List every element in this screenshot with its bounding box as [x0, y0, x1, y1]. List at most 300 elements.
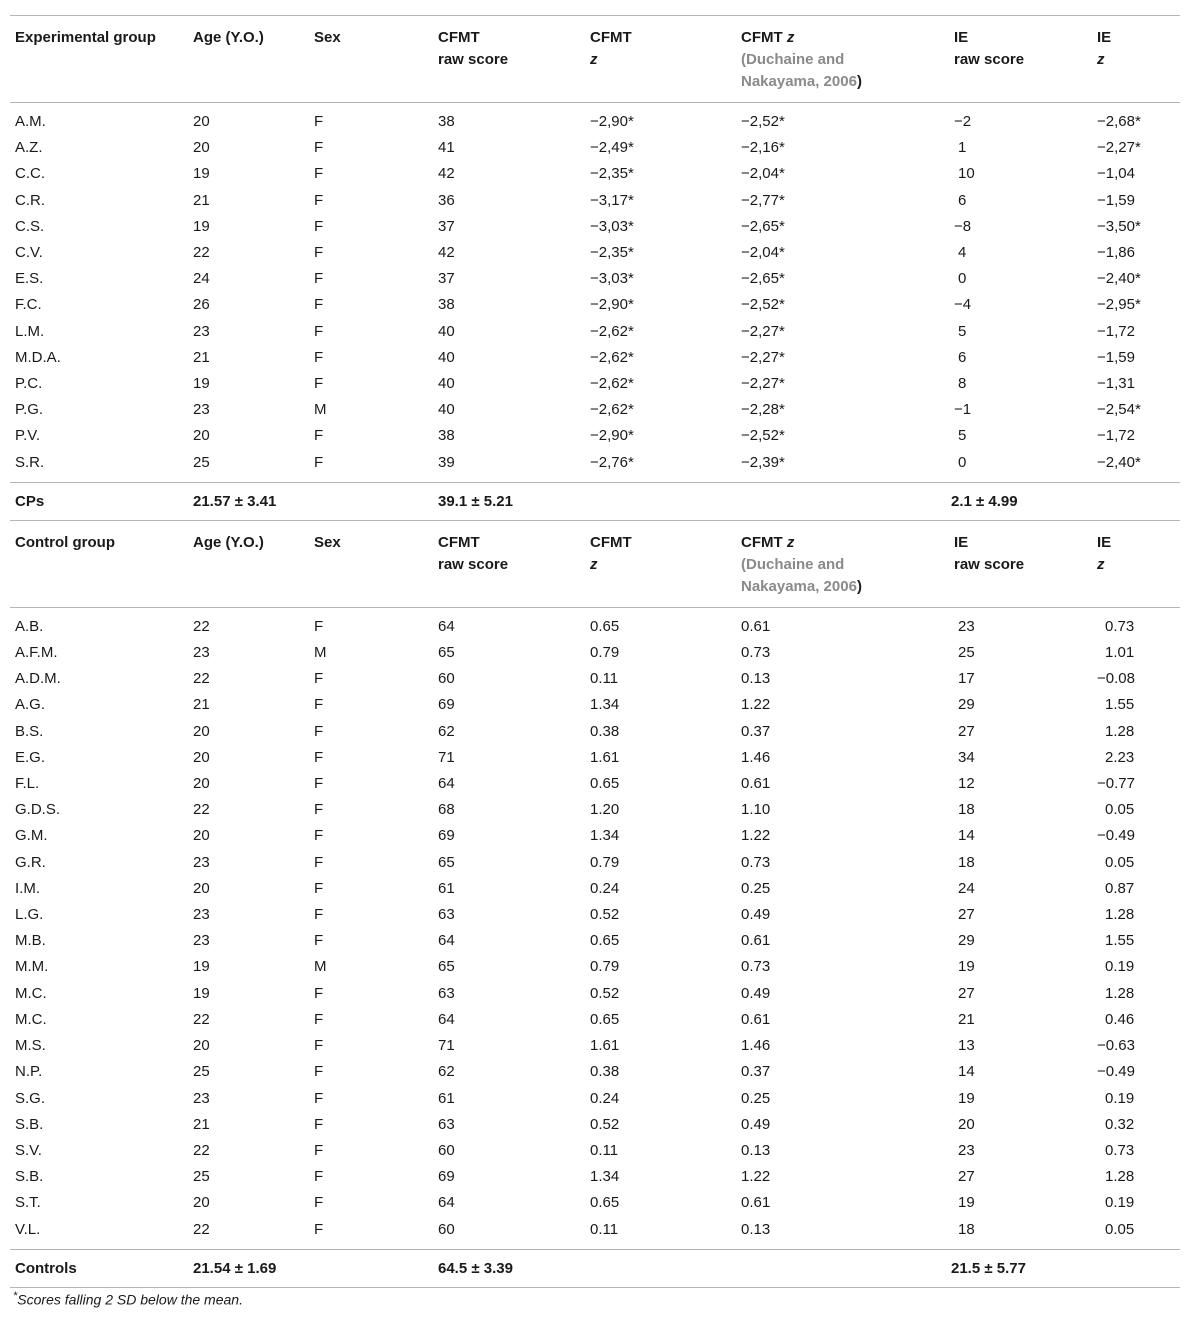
cell-sex: F — [314, 1141, 324, 1159]
cell-ie-raw: 5 — [958, 322, 967, 340]
cell-cfmt-raw: 37 — [438, 270, 455, 288]
cell-ie-raw: 14 — [958, 827, 975, 845]
cell-initials: E.G. — [15, 748, 46, 766]
header-text: z — [590, 51, 598, 68]
cell-cfmt-z-dn: −2,77* — [741, 191, 785, 209]
table-row — [10, 981, 1180, 1007]
cell-sex: F — [314, 879, 324, 897]
cell-sex: F — [314, 984, 324, 1002]
cell-ie-z: −0.77 — [1097, 775, 1135, 793]
cell-ie-raw: 10 — [958, 165, 975, 183]
cell-age: 20 — [193, 827, 210, 845]
cell-sex: F — [314, 113, 324, 130]
cell-sex: M — [314, 644, 327, 662]
cell-age: 22 — [193, 670, 210, 688]
cell-sex: F — [314, 270, 324, 288]
cell-ie-z: −1,04 — [1097, 165, 1135, 183]
cell-ie-z: −2,68* — [1097, 113, 1141, 130]
cell-cfmt-z-dn: 0.49 — [741, 906, 771, 924]
cell-sex: F — [314, 1037, 324, 1055]
cell-cfmt-z: 0.79 — [590, 644, 620, 662]
cell-ie-raw: 17 — [958, 670, 975, 688]
cell-ie-z: 0.87 — [1105, 879, 1135, 897]
cell-ie-raw: 23 — [958, 1141, 975, 1159]
cell-sex: F — [314, 801, 324, 819]
cell-ie-raw: 19 — [958, 958, 975, 976]
cell-cfmt-raw: 61 — [438, 879, 455, 897]
header-text: CFMT — [590, 533, 632, 551]
cell-ie-z: 0.05 — [1105, 853, 1135, 871]
cell-ie-z: 0.05 — [1105, 1220, 1135, 1238]
cell-cfmt-z: −3,17* — [590, 191, 634, 209]
cell-ie-raw: 6 — [958, 348, 967, 366]
header-ie-raw — [946, 520, 1097, 607]
table-row — [10, 607, 1180, 640]
cell-cfmt-z-dn: 0.37 — [741, 722, 771, 740]
cell-age: 23 — [193, 1089, 210, 1107]
cell-cfmt-z-dn: 1.22 — [741, 696, 771, 714]
cell-ie-z: −2,40* — [1097, 453, 1141, 471]
cell-cfmt-raw: 60 — [438, 1141, 455, 1159]
cell-cfmt-z-dn: 0.13 — [741, 1220, 771, 1238]
cell-initials: S.B. — [15, 1115, 44, 1133]
cell-cfmt-z: −2,35* — [590, 165, 634, 183]
cell-ie-z: −1,59 — [1097, 348, 1135, 366]
cell-cfmt-z-dn: −2,04* — [741, 165, 785, 183]
cell-age: 20 — [193, 113, 210, 130]
table-row — [10, 692, 1180, 718]
header-text: CFMT — [438, 533, 480, 551]
cell-age: 23 — [193, 401, 210, 419]
cell-age: 22 — [193, 1141, 210, 1159]
cell-age: 25 — [193, 1168, 210, 1186]
cell-age: 19 — [193, 375, 210, 393]
cell-initials: S.G. — [15, 1089, 46, 1107]
table-row — [10, 1086, 1180, 1112]
cell-cfmt-z-dn: 0.25 — [741, 879, 771, 897]
table-row — [10, 1059, 1180, 1085]
cell-cfmt-z: 1.34 — [590, 827, 620, 845]
cell-cfmt-z: 0.11 — [590, 670, 619, 688]
cell-ie-z: −1,72 — [1097, 322, 1135, 340]
table-row — [10, 1033, 1180, 1059]
cell-cfmt-raw: 63 — [438, 1115, 455, 1133]
cell-cfmt-raw: 62 — [438, 1063, 455, 1081]
cell-cfmt-z: 1.61 — [590, 1037, 620, 1055]
cell-cfmt-raw: 64 — [438, 617, 455, 635]
cell-ie-z: 0.73 — [1105, 1141, 1135, 1159]
cell-cfmt-z: 0.52 — [590, 906, 620, 924]
cell-ie-raw: 13 — [958, 1037, 975, 1055]
table-row — [10, 902, 1180, 928]
cell-cfmt-z: 0.11 — [590, 1220, 619, 1238]
header-cfmt-raw — [433, 520, 585, 607]
cell-ie-raw: 19 — [958, 1194, 975, 1212]
cell-initials: V.L. — [15, 1220, 41, 1238]
cell-initials: A.D.M. — [15, 670, 61, 688]
cell-ie-z: −2,95* — [1097, 296, 1141, 314]
cell-cfmt-raw: 64 — [438, 1194, 455, 1212]
table-row — [10, 345, 1180, 371]
cell-cfmt-z: 0.11 — [590, 1141, 619, 1159]
cell-initials: M.D.A. — [15, 348, 61, 366]
cell-cfmt-z-dn: −2,39* — [741, 453, 785, 471]
cell-age: 20 — [193, 775, 210, 793]
cell-cfmt-raw: 42 — [438, 165, 455, 183]
summary-cfmt: 64.5 ± 3.39 — [433, 1249, 946, 1287]
header-text: ) — [856, 73, 862, 90]
cell-cfmt-raw: 64 — [438, 932, 455, 950]
cell-age: 21 — [193, 696, 210, 714]
cell-cfmt-z-dn: −2,52* — [741, 296, 785, 314]
cell-ie-z: −2,27* — [1097, 139, 1141, 157]
cell-ie-raw: 23 — [958, 617, 975, 635]
cell-cfmt-z-dn: 1.46 — [741, 1037, 771, 1055]
cell-cfmt-z: 0.38 — [590, 722, 620, 740]
cell-sex: F — [314, 217, 324, 235]
table-row — [10, 292, 1180, 318]
cell-cfmt-z-dn: 0.13 — [741, 670, 771, 688]
cell-initials: P.C. — [15, 375, 43, 393]
cell-age: 24 — [193, 270, 210, 288]
cell-ie-z: 0.32 — [1105, 1115, 1135, 1133]
table-row — [10, 1007, 1180, 1033]
cell-age: 20 — [193, 427, 210, 445]
table-row — [10, 319, 1180, 345]
cell-initials: L.G. — [15, 906, 44, 924]
citation-link[interactable]: Nakayama, 2006 — [741, 73, 857, 90]
table-row — [10, 1138, 1180, 1164]
cell-ie-z: 1.28 — [1105, 984, 1135, 1002]
cell-cfmt-z-dn: 0.73 — [741, 644, 771, 662]
cell-ie-raw: 34 — [958, 748, 975, 766]
cell-sex: F — [314, 1063, 324, 1081]
cell-cfmt-z: 1.61 — [590, 748, 620, 766]
citation-link[interactable]: Nakayama, 2006 — [741, 577, 857, 595]
cell-cfmt-z: 0.65 — [590, 1010, 620, 1028]
cell-sex: F — [314, 139, 324, 157]
summary-cfmt: 39.1 ± 5.21 — [433, 482, 946, 520]
cell-initials: P.G. — [15, 401, 44, 419]
cell-cfmt-raw: 64 — [438, 775, 455, 793]
cell-cfmt-raw: 41 — [438, 139, 455, 157]
cell-initials: B.S. — [15, 722, 44, 740]
cell-sex: F — [314, 853, 324, 871]
cell-age: 21 — [193, 1115, 210, 1133]
header-text: IE — [954, 29, 969, 46]
cell-cfmt-z: −2,35* — [590, 244, 634, 262]
citation-link[interactable]: (Duchaine and — [741, 555, 845, 573]
cell-ie-z: 0.19 — [1105, 1089, 1135, 1107]
cell-cfmt-raw: 38 — [438, 296, 455, 314]
cell-cfmt-z-dn: 0.37 — [741, 1063, 771, 1081]
cell-cfmt-raw: 62 — [438, 722, 455, 740]
cell-cfmt-z-dn: 0.49 — [741, 984, 771, 1002]
cell-age: 26 — [193, 296, 210, 314]
cell-cfmt-z: −3,03* — [590, 217, 634, 235]
cell-cfmt-z-dn: 0.73 — [741, 958, 771, 976]
cell-ie-raw: 27 — [958, 984, 975, 1002]
cell-cfmt-z: 0.38 — [590, 1063, 620, 1081]
table-row — [10, 397, 1180, 423]
cell-age: 20 — [193, 879, 210, 897]
cell-cfmt-raw: 65 — [438, 644, 455, 662]
summary-ie: 2.1 ± 4.99 — [946, 482, 1180, 520]
table-row — [10, 1112, 1180, 1138]
table-row — [10, 371, 1180, 397]
header-text: z — [1097, 555, 1105, 573]
cell-ie-raw: 5 — [958, 427, 967, 445]
cell-cfmt-z-dn: 0.61 — [741, 1194, 771, 1212]
cell-cfmt-z: 0.65 — [590, 617, 620, 635]
cell-ie-z: −3,50* — [1097, 217, 1141, 235]
cell-initials: F.L. — [15, 775, 40, 793]
cell-ie-z: −0.08 — [1097, 670, 1135, 688]
cell-sex: F — [314, 191, 324, 209]
summary-age: 21.57 ± 3.41 — [188, 482, 433, 520]
cell-ie-z: −0.49 — [1097, 827, 1135, 845]
cell-age: 23 — [193, 322, 210, 340]
cell-cfmt-raw: 38 — [438, 427, 455, 445]
cell-age: 19 — [193, 958, 210, 976]
header-text: raw score — [954, 555, 1025, 573]
header-cfmt-z-dn — [736, 16, 946, 103]
header-cfmt-raw — [433, 16, 585, 103]
table-row — [10, 1217, 1180, 1250]
cell-cfmt-raw: 40 — [438, 401, 455, 419]
cell-initials: C.R. — [15, 191, 45, 209]
cell-ie-z: 1.28 — [1105, 722, 1135, 740]
cell-sex: F — [314, 932, 324, 950]
summary-row — [10, 482, 1180, 520]
table-row — [10, 1190, 1180, 1216]
cell-cfmt-z: 1.20 — [590, 801, 620, 819]
cell-age: 21 — [193, 348, 210, 366]
cell-sex: F — [314, 1089, 324, 1107]
cell-initials: S.R. — [15, 453, 45, 471]
cell-initials: G.D.S. — [15, 801, 61, 819]
cell-cfmt-raw: 40 — [438, 322, 455, 340]
cell-sex: F — [314, 244, 324, 262]
table-row — [10, 450, 1180, 483]
cell-age: 22 — [193, 244, 210, 262]
header-group: Control group — [15, 533, 115, 551]
table-row — [10, 928, 1180, 954]
cell-cfmt-raw: 63 — [438, 984, 455, 1002]
cell-initials: G.M. — [15, 827, 48, 845]
cell-age: 20 — [193, 1194, 210, 1212]
table-row — [10, 745, 1180, 771]
cell-age: 23 — [193, 906, 210, 924]
cell-cfmt-z: 0.52 — [590, 984, 620, 1002]
cell-sex: F — [314, 827, 324, 845]
table-row — [10, 266, 1180, 292]
cell-initials: S.B. — [15, 1168, 44, 1186]
cell-cfmt-z: 0.65 — [590, 1194, 620, 1212]
header-text: z — [786, 29, 795, 46]
cell-ie-z: 0.46 — [1105, 1010, 1135, 1028]
cell-sex: F — [314, 427, 324, 445]
cell-ie-raw: 1 — [958, 139, 967, 157]
cell-ie-z: 1.55 — [1105, 696, 1135, 714]
cell-ie-z: 1.28 — [1105, 906, 1135, 924]
cell-cfmt-z-dn: −2,04* — [741, 244, 785, 262]
cell-cfmt-z-dn: 0.61 — [741, 932, 771, 950]
cell-cfmt-z-dn: 0.73 — [741, 853, 771, 871]
table-row — [10, 161, 1180, 187]
cell-sex: M — [314, 401, 327, 419]
table-container — [10, 15, 1180, 1288]
cell-cfmt-z-dn: 0.49 — [741, 1115, 771, 1133]
cell-sex: F — [314, 296, 324, 314]
header-text: IE — [954, 533, 969, 551]
cell-initials: M.S. — [15, 1037, 46, 1055]
cell-age: 19 — [193, 165, 210, 183]
header-text: raw score — [954, 51, 1025, 68]
cell-cfmt-raw: 40 — [438, 375, 455, 393]
cell-initials: P.V. — [15, 427, 41, 445]
cell-initials: C.S. — [15, 217, 45, 235]
cell-cfmt-z: −2,62* — [590, 348, 634, 366]
cell-ie-raw: 18 — [958, 853, 975, 871]
cell-initials: M.C. — [15, 984, 47, 1002]
participants-table — [10, 15, 1180, 1288]
cell-cfmt-raw: 40 — [438, 348, 455, 366]
cell-ie-z: 1.01 — [1105, 644, 1135, 662]
header-ie-z — [1097, 520, 1180, 607]
table-row — [10, 666, 1180, 692]
cell-ie-z: 0.19 — [1105, 958, 1135, 976]
cell-sex: F — [314, 322, 324, 340]
cell-cfmt-raw: 38 — [438, 113, 455, 130]
cell-cfmt-raw: 69 — [438, 696, 455, 714]
cell-ie-raw: 29 — [958, 932, 975, 950]
cell-cfmt-z: −2,90* — [590, 296, 634, 314]
cell-sex: M — [314, 958, 327, 976]
cell-ie-raw: 4 — [958, 244, 967, 262]
cell-age: 20 — [193, 748, 210, 766]
header-cfmt-z — [585, 16, 736, 103]
header-text: IE — [1097, 29, 1112, 46]
summary-label: Controls — [10, 1249, 188, 1287]
cell-ie-raw: 19 — [958, 1089, 975, 1107]
cell-ie-raw: −1 — [954, 401, 972, 419]
table-row — [10, 214, 1180, 240]
cell-ie-raw: 24 — [958, 879, 975, 897]
cell-ie-z: −1,31 — [1097, 375, 1135, 393]
table-row — [10, 850, 1180, 876]
cell-ie-z: 0.05 — [1105, 801, 1135, 819]
cell-cfmt-z-dn: 1.22 — [741, 1168, 771, 1186]
header-cfmt-z-dn — [736, 520, 946, 607]
cell-ie-raw: 8 — [958, 375, 967, 393]
cell-cfmt-raw: 60 — [438, 1220, 455, 1238]
cell-age: 25 — [193, 453, 210, 471]
table-row — [10, 188, 1180, 214]
cell-cfmt-raw: 61 — [438, 1089, 455, 1107]
control-rows — [10, 607, 1180, 1249]
cell-sex: F — [314, 906, 324, 924]
cell-ie-raw: 14 — [958, 1063, 975, 1081]
cell-ie-raw: −4 — [954, 296, 972, 314]
cell-ie-raw: 27 — [958, 722, 975, 740]
cell-ie-z: −1,72 — [1097, 427, 1135, 445]
cell-cfmt-z: 0.24 — [590, 1089, 620, 1107]
cell-initials: A.B. — [15, 617, 44, 635]
cell-cfmt-z-dn: −2,65* — [741, 217, 785, 235]
cell-cfmt-raw: 71 — [438, 748, 455, 766]
cell-age: 23 — [193, 644, 210, 662]
header-sex: Sex — [314, 29, 341, 46]
table-row — [10, 797, 1180, 823]
cell-cfmt-raw: 36 — [438, 191, 455, 209]
header-age: Age (Y.O.) — [193, 29, 264, 46]
cell-initials: A.M. — [15, 113, 46, 130]
summary-ie: 21.5 ± 5.77 — [946, 1249, 1180, 1287]
cell-cfmt-z-dn: −2,52* — [741, 113, 785, 130]
citation-link[interactable]: (Duchaine and — [741, 51, 845, 68]
cell-cfmt-z-dn: 0.61 — [741, 617, 771, 635]
cell-cfmt-raw: 69 — [438, 1168, 455, 1186]
cell-ie-z: 1.28 — [1105, 1168, 1135, 1186]
cell-cfmt-z-dn: 1.22 — [741, 827, 771, 845]
cell-ie-z: 2.23 — [1105, 748, 1135, 766]
header-text: z — [590, 555, 598, 573]
cell-age: 19 — [193, 217, 210, 235]
cell-sex: F — [314, 1194, 324, 1212]
cell-cfmt-raw: 71 — [438, 1037, 455, 1055]
header-ie-raw — [946, 16, 1097, 103]
header-text: CFMT — [741, 29, 787, 46]
cell-cfmt-z-dn: −2,28* — [741, 401, 785, 419]
summary-label: CPs — [10, 482, 188, 520]
cell-cfmt-z: 1.34 — [590, 1168, 620, 1186]
cell-ie-z: −1,86 — [1097, 244, 1135, 262]
header-text: CFMT — [590, 29, 632, 46]
cell-initials: M.B. — [15, 932, 46, 950]
cell-cfmt-raw: 65 — [438, 853, 455, 871]
cell-cfmt-raw: 39 — [438, 453, 455, 471]
control-header — [10, 520, 1180, 607]
cell-cfmt-z: 0.52 — [590, 1115, 620, 1133]
cell-cfmt-raw: 64 — [438, 1010, 455, 1028]
cell-initials: N.P. — [15, 1063, 43, 1081]
cell-sex: F — [314, 775, 324, 793]
cell-cfmt-z: −2,62* — [590, 375, 634, 393]
experimental-rows — [10, 103, 1180, 483]
cell-ie-z: −2,40* — [1097, 270, 1141, 288]
cell-cfmt-z: −2,76* — [590, 453, 634, 471]
cell-cfmt-z-dn: −2,52* — [741, 427, 785, 445]
header-text: CFMT — [741, 533, 787, 551]
cell-initials: I.M. — [15, 879, 40, 897]
cell-sex: F — [314, 617, 324, 635]
cell-sex: F — [314, 1168, 324, 1186]
table-row — [10, 423, 1180, 449]
cell-cfmt-z: 0.79 — [590, 958, 620, 976]
table-row — [10, 771, 1180, 797]
cell-age: 22 — [193, 1220, 210, 1238]
footnote-text: Scores falling 2 SD below the mean. — [17, 1291, 243, 1308]
cell-ie-raw: 0 — [958, 270, 967, 288]
cell-ie-raw: 20 — [958, 1115, 975, 1133]
cell-age: 22 — [193, 617, 210, 635]
header-cfmt-z — [585, 520, 736, 607]
cell-cfmt-z: −2,90* — [590, 113, 634, 130]
cell-cfmt-z: −2,90* — [590, 427, 634, 445]
cell-initials: G.R. — [15, 853, 46, 871]
cell-sex: F — [314, 696, 324, 714]
